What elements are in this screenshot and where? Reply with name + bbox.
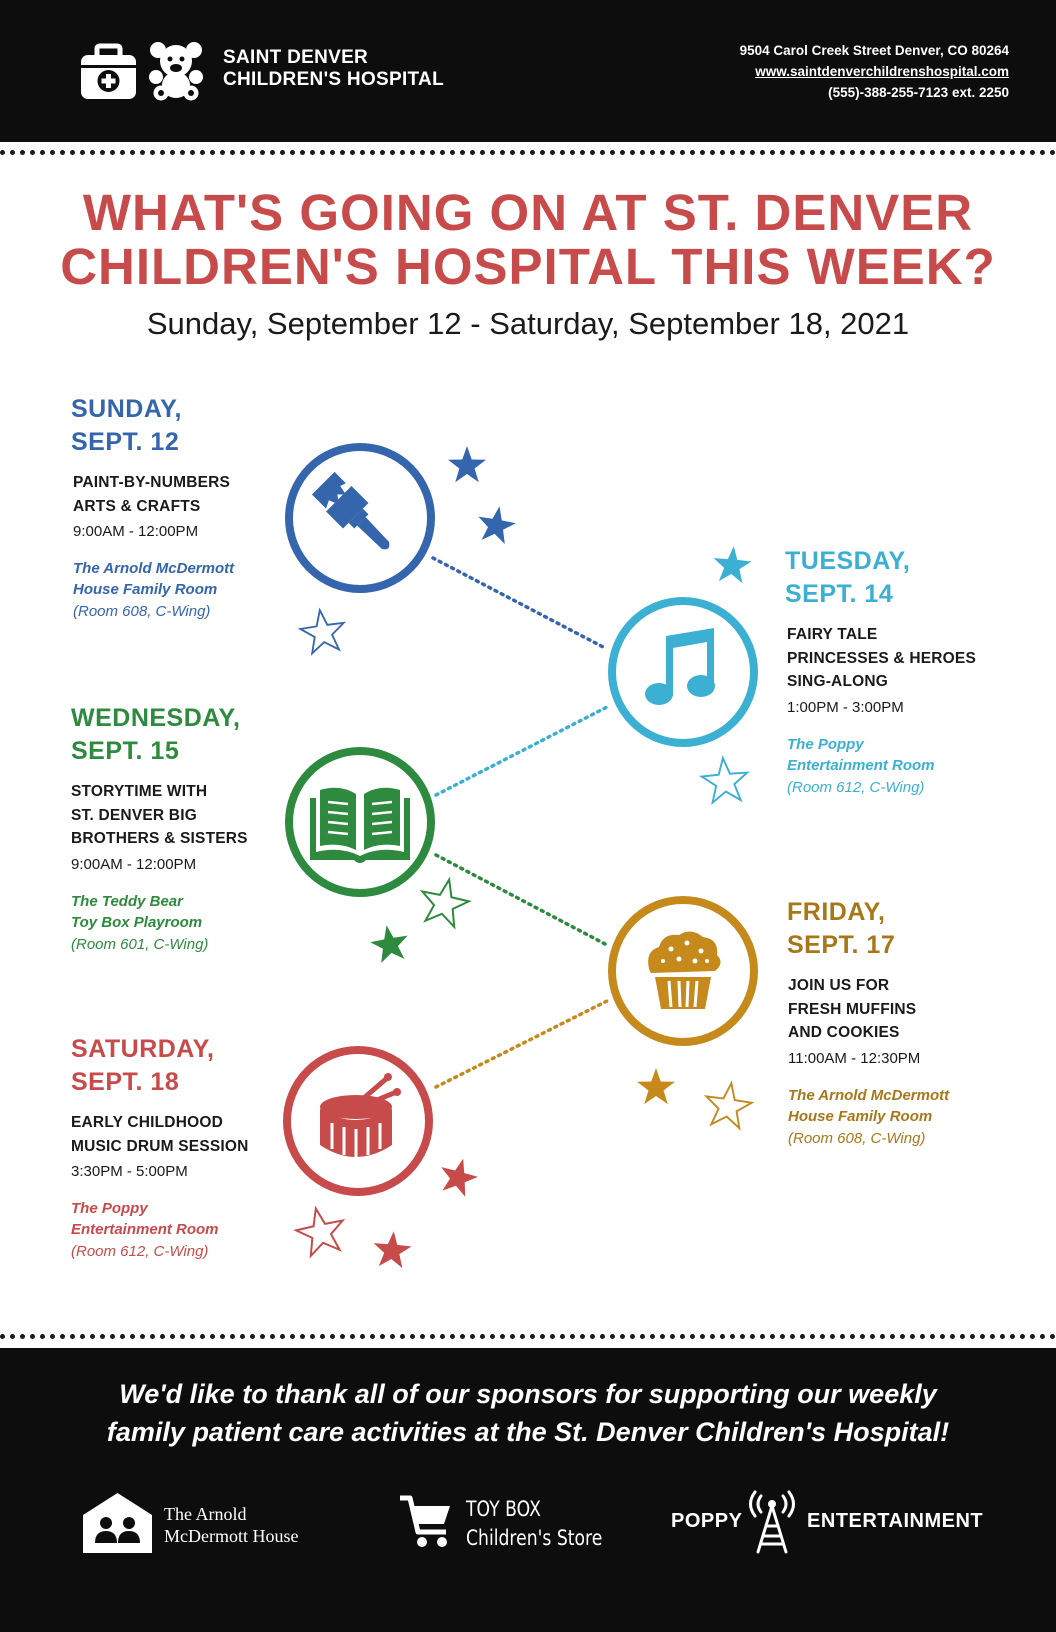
event-name: MUSIC DRUM SESSION — [71, 1137, 249, 1155]
friday-heading — [787, 896, 895, 962]
wednesday-heading — [71, 702, 240, 768]
sponsor-toy-box — [466, 1495, 602, 1553]
friday-event — [788, 974, 949, 1150]
day-date: SEPT. 18 — [71, 1068, 180, 1096]
event-location: The Teddy Bear — [71, 892, 183, 910]
day-name: SUNDAY, — [71, 395, 182, 423]
star-icon — [700, 756, 749, 803]
page-title-line1: WHAT'S GOING ON AT ST. DENVER — [82, 184, 974, 241]
event-location: The Arnold McDermott — [788, 1086, 950, 1104]
sponsor-poppy: POPPY — [671, 1510, 743, 1532]
event-time: 9:00AM - 12:00PM — [73, 523, 199, 540]
date-range: Sunday, September 12 - Saturday, September 18, 2021 — [146, 306, 910, 341]
bottom-dotted-divider — [0, 1334, 1056, 1339]
event-name: ST. DENVER BIG — [71, 806, 197, 824]
event-location: House Family Room — [73, 581, 218, 598]
muffin-icon — [607, 895, 759, 1047]
event-time: 3:30PM - 5:00PM — [71, 1163, 188, 1180]
star-icon — [293, 1204, 349, 1258]
event-time: 1:00PM - 3:00PM — [787, 698, 904, 716]
event-name: PRINCESSES & HEROES — [787, 649, 976, 667]
music-note-icon — [607, 596, 759, 748]
event-room: (Room 608, C-Wing) — [788, 1129, 926, 1147]
event-location: House Family Room — [788, 1107, 933, 1125]
book-icon — [284, 746, 436, 898]
day-name: FRIDAY, — [787, 898, 886, 926]
event-name: JOIN US FOR — [788, 977, 890, 994]
day-date: SEPT. 17 — [787, 931, 896, 959]
event-location: The Poppy — [787, 735, 864, 753]
event-name: BROTHERS & SISTERS — [71, 830, 248, 847]
star-icon — [368, 922, 412, 964]
day-name: SATURDAY, — [71, 1035, 215, 1063]
star-icon — [298, 607, 347, 654]
hospital-name-line1: SAINT DENVER — [223, 47, 369, 68]
star-icon — [474, 503, 518, 545]
event-name: ARTS & CRAFTS — [73, 497, 201, 515]
sponsor-name: The Arnold — [164, 1504, 247, 1524]
day-date: SEPT. 14 — [785, 580, 894, 608]
event-location: The Arnold McDermott — [73, 560, 235, 577]
sunday-event — [73, 471, 234, 623]
shopping-cart-icon — [398, 1492, 454, 1550]
event-name: PAINT-BY-NUMBERS — [73, 474, 231, 491]
day-name: TUESDAY, — [785, 547, 911, 575]
saturday-heading — [71, 1033, 214, 1099]
day-date: SEPT. 15 — [71, 737, 180, 765]
day-date: SEPT. 12 — [71, 428, 180, 456]
sponsor-name: Children's Store — [466, 1526, 603, 1550]
website-link[interactable]: www.saintdenverchildrenshospital.com — [755, 64, 1009, 79]
event-name: FRESH MUFFINS — [788, 1000, 917, 1018]
sponsor-name: McDermott House — [164, 1526, 299, 1546]
event-location: Entertainment Room — [787, 756, 935, 774]
saturday-event — [71, 1111, 249, 1263]
event-room: (Room 612, C-Wing) — [71, 1243, 209, 1260]
event-room: (Room 612, C-Wing) — [787, 778, 925, 796]
drum-icon — [282, 1045, 434, 1197]
thanks-line1: We'd like to thank all of our sponsors for supporting our weekly — [119, 1379, 937, 1409]
event-room: (Room 608, C-Wing) — [73, 603, 211, 620]
star-icon — [372, 1229, 413, 1268]
page-title-line2: CHILDREN'S HOSPITAL THIS WEEK? — [60, 238, 996, 295]
hospital-name-line2: CHILDREN'S HOSPITAL — [223, 69, 444, 90]
star-icon — [637, 1068, 675, 1104]
day-name: WEDNESDAY, — [71, 704, 241, 732]
event-name: SING-ALONG — [787, 673, 889, 690]
address: 9504 Carol Creek Street Denver, CO 80264 — [739, 43, 1009, 58]
tuesday-event — [787, 623, 976, 799]
event-location: The Poppy — [71, 1200, 148, 1217]
phone-number: (555)-388-255-7123 ext. 2250 — [828, 85, 1009, 100]
event-time: 11:00AM - 12:30PM — [788, 1049, 921, 1067]
event-room: (Room 601, C-Wing) — [71, 935, 209, 953]
event-name: AND COOKIES — [788, 1024, 900, 1041]
star-icon — [448, 446, 486, 482]
event-location: Toy Box Playroom — [71, 913, 203, 931]
event-name: EARLY CHILDHOOD — [71, 1114, 223, 1131]
radio-tower-icon — [746, 1490, 798, 1554]
sponsor-name: TOY BOX — [466, 1497, 541, 1521]
event-name: FAIRY TALE — [787, 626, 878, 643]
house-family-icon — [83, 1493, 152, 1553]
event-location: Entertainment Room — [71, 1221, 219, 1238]
sponsor-arnold-mcdermott — [164, 1503, 298, 1547]
tuesday-heading — [785, 545, 910, 611]
thanks-line2: family patient care activities at the St. Denver Children's Hospital! — [106, 1417, 950, 1447]
star-icon — [712, 544, 753, 583]
sunday-heading — [71, 393, 182, 459]
sponsor-thanks — [0, 1375, 1056, 1451]
star-icon — [703, 1080, 754, 1129]
event-name: STORYTIME WITH — [71, 783, 208, 800]
sponsor-entertainment: ENTERTAINMENT — [807, 1510, 984, 1532]
paintbrush-icon — [284, 442, 436, 594]
star-icon — [435, 1154, 481, 1199]
event-time: 9:00AM - 12:00PM — [71, 855, 197, 873]
wednesday-event — [71, 780, 248, 956]
